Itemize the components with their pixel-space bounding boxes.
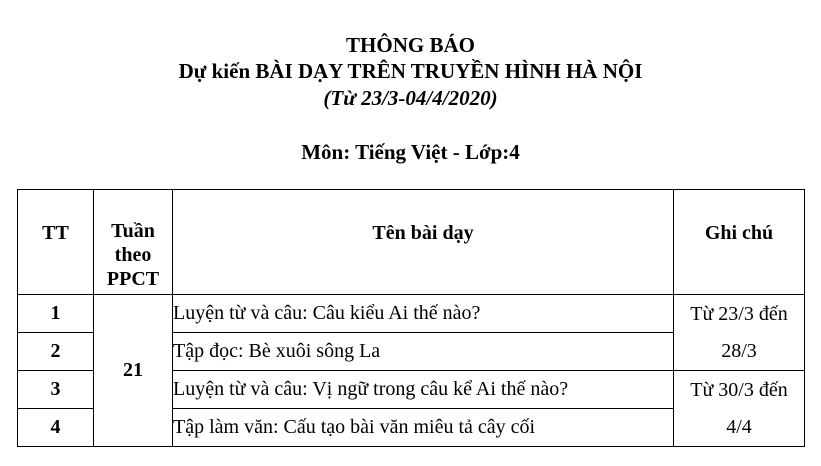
header-note: Ghi chú — [674, 190, 805, 295]
row-number: 1 — [18, 295, 94, 333]
week-number: 21 — [94, 295, 173, 447]
lesson-name: Luyện từ và câu: Vị ngữ trong câu kể Ai thế nào? — [173, 371, 674, 409]
lesson-name: Tập làm văn: Cấu tạo bài văn miêu tả cây cối — [173, 409, 674, 447]
table-row — [18, 295, 805, 333]
note-line: 28/3 — [721, 339, 757, 362]
header-week-line3: PPCT — [106, 268, 160, 290]
header-tt: TT — [18, 190, 94, 295]
note-line: Từ 23/3 đến — [690, 302, 788, 325]
subject-line: Môn: Tiếng Việt - Lớp:4 — [301, 140, 520, 164]
header-week-line1: Tuần — [111, 220, 155, 242]
lesson-name: Tập đọc: Bè xuôi sông La — [173, 333, 674, 371]
header-week — [94, 190, 173, 295]
notice-period: (Từ 23/3-04/4/2020) — [323, 86, 498, 110]
note-line: Từ 30/3 đến — [690, 378, 788, 401]
table-header-row — [18, 190, 805, 295]
header-week-line2: theo — [114, 244, 152, 266]
row-number: 4 — [18, 409, 94, 447]
row-number: 3 — [18, 371, 94, 409]
lesson-name: Luyện từ và câu: Câu kiểu Ai thế nào? — [173, 295, 674, 333]
row-number: 2 — [18, 333, 94, 371]
notice-subtitle: Dự kiến BÀI DẠY TRÊN TRUYỀN HÌNH HÀ NỘI — [178, 59, 643, 83]
header-lesson: Tên bài dạy — [173, 190, 674, 295]
lesson-schedule-table — [17, 189, 805, 447]
notice-title: THÔNG BÁO — [346, 33, 475, 57]
note-cell — [674, 295, 805, 371]
note-line: 4/4 — [726, 415, 752, 438]
note-cell — [674, 371, 805, 447]
